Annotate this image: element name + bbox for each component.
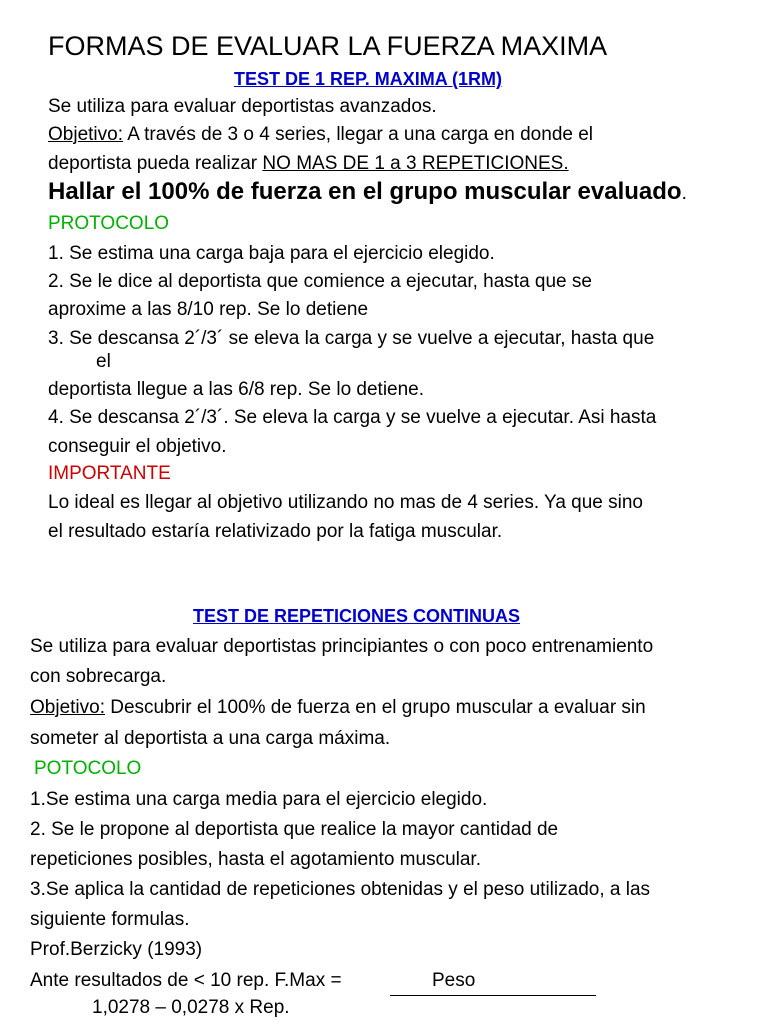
section1-step: conseguir el objetivo. <box>48 436 227 457</box>
objetivo-text: Descubrir el 100% de fuerza en el grupo muscular a evaluar sin <box>104 697 646 718</box>
section1-step: el <box>96 351 111 372</box>
section1-protocolo-label: PROTOCOLO <box>48 213 170 234</box>
section1-objetivo-line1 <box>48 124 593 146</box>
page-title: FORMAS DE EVALUAR LA FUERZA MAXIMA <box>48 31 608 61</box>
objetivo-emphasis: NO MAS DE 1 a 3 REPETICIONES. <box>262 153 569 174</box>
formula-prefix: Ante resultados de < 10 rep. F.Max = <box>30 970 342 991</box>
objetivo-text-cont: deportista pueda realizar <box>48 153 263 174</box>
section2-step: 1.Se estima una carga media para el ejercicio elegido. <box>30 789 488 810</box>
section2-intro-line: con sobrecarga. <box>30 666 167 687</box>
section1-step: 4. Se descansa 2´/3´. Se eleva la carga y se vuelve a ejecutar. Asi hasta <box>48 407 657 428</box>
section2-objetivo-line1 <box>30 697 646 719</box>
section2-author: Prof.Berzicky (1993) <box>30 939 203 960</box>
section2-intro-line: Se utiliza para evaluar deportistas principiantes o con poco entrenamiento <box>30 636 654 657</box>
formula-denominator: 1,0278 – 0,0278 x Rep. <box>92 997 290 1018</box>
section1-highlight <box>48 178 687 205</box>
formula-fraction-bar <box>390 995 596 996</box>
section2-step: 3.Se aplica la cantidad de repeticiones obtenidas y el peso utilizado, a las <box>30 879 651 900</box>
section1-importante-line: Lo ideal es llegar al objetivo utilizando no mas de 4 series. Ya que sino <box>48 492 644 513</box>
section1-importante-label: IMPORTANTE <box>48 463 171 484</box>
section1-step: 3. Se descansa 2´/3´ se eleva la carga y se vuelve a ejecutar, hasta que <box>48 328 655 349</box>
section1-step: 1. Se estima una carga baja para el ejercicio elegido. <box>48 243 495 264</box>
objetivo-text: A través de 3 o 4 series, llegar a una carga en donde el <box>122 124 594 145</box>
section1-importante-line: el resultado estaría relativizado por la fatiga muscular. <box>48 521 503 542</box>
section2-step: siguiente formulas. <box>30 909 190 930</box>
section1-step: aproxime a las 8/10 rep. Se lo detiene <box>48 299 369 320</box>
section1-step: deportista llegue a las 6/8 rep. Se lo detiene. <box>48 379 425 400</box>
section1-objetivo-line2 <box>48 153 569 175</box>
section2-heading: TEST DE REPETICIONES CONTINUAS <box>193 606 521 626</box>
section1-intro: Se utiliza para evaluar deportistas avanzados. <box>48 96 437 117</box>
section1-heading: TEST DE 1 REP. MAXIMA (1RM) <box>234 69 503 89</box>
formula-numerator: Peso <box>432 970 476 991</box>
objetivo-label: Objetivo: <box>48 124 123 145</box>
section2-protocolo-label: POTOCOLO <box>34 758 142 779</box>
section2-step: repeticiones posibles, hasta el agotamiento muscular. <box>30 849 481 870</box>
section1-step: 2. Se le dice al deportista que comience a ejecutar, hasta que se <box>48 271 592 292</box>
section2-step: 2. Se le propone al deportista que realice la mayor cantidad de <box>30 819 559 840</box>
highlight-text: Hallar el 100% de fuerza en el grupo muscular evaluado <box>48 178 682 205</box>
highlight-end: . <box>681 183 687 204</box>
objetivo-label: Objetivo: <box>30 697 105 718</box>
section2-objetivo-line2: someter al deportista a una carga máxima. <box>30 728 391 749</box>
